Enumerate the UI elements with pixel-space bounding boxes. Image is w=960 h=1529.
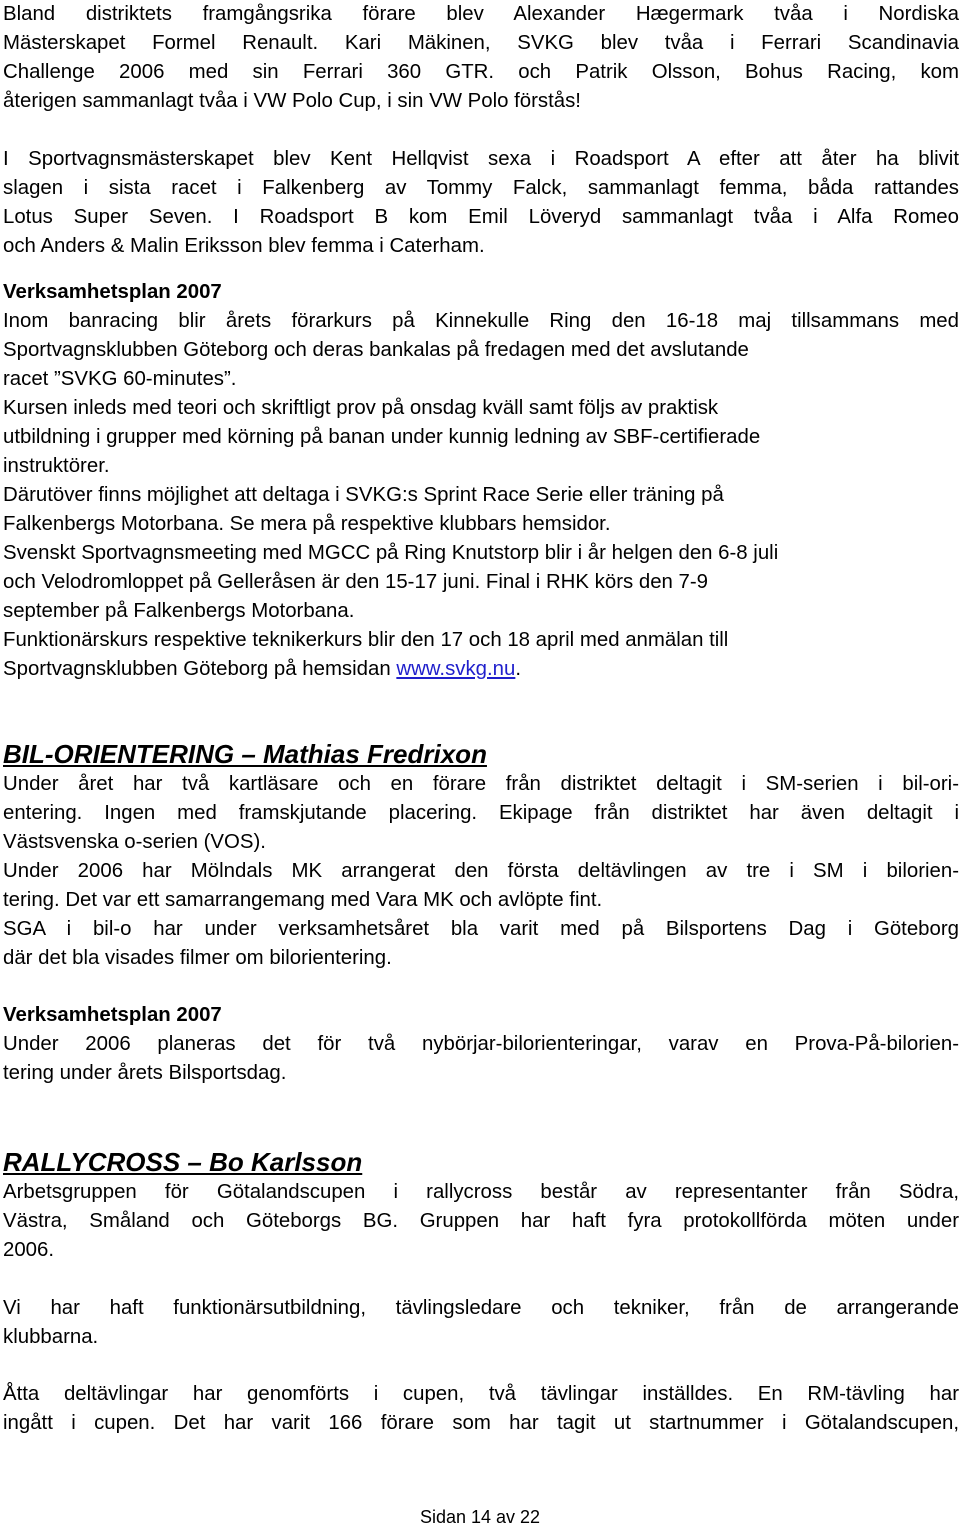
text-line: september på Falkenbergs Motorbana. bbox=[3, 600, 355, 622]
text-line: tering under årets Bilsportsdag. bbox=[3, 1062, 287, 1084]
text-span: . bbox=[515, 658, 522, 680]
page-number: Sidan 14 av 22 bbox=[419, 1507, 541, 1527]
text-line: SGA i bil-o har under verksamhetsåret bla varit med på Bilsportens Dag i Göteborg bbox=[3, 918, 959, 940]
text-line: slagen i sista racet i Falkenberg av Tommy Falck, sammanlagt femma, båda rattandes bbox=[3, 177, 959, 199]
text-line: klubbarna. bbox=[3, 1326, 99, 1348]
text-line: Bland distriktets framgångsrika förare blev Alexander Hægermark tvåa i Nordiska bbox=[3, 3, 959, 25]
website-link[interactable]: www.svkg.nu bbox=[396, 658, 516, 680]
text-line bbox=[3, 655, 521, 684]
text-line: ingått i cupen. Det har varit 166 förare som har tagit ut startnummer i Götalandscupen, bbox=[3, 1412, 959, 1434]
text-line: Under året har två kartläsare och en förare från distriktet deltagit i SM-serien i bil-ori- bbox=[3, 773, 959, 795]
text-line: Vi har haft funktionärsutbildning, tävlingsledare och tekniker, från de arrangerande bbox=[3, 1297, 959, 1319]
text-line: Därutöver finns möjlighet att deltaga i SVKG:s Sprint Race Serie eller träning på bbox=[3, 484, 724, 506]
text-line: Kursen inleds med teori och skriftligt prov på onsdag kväll samt följs av praktisk bbox=[3, 397, 719, 419]
text-line: Under 2006 har Mölndals MK arrangerat den första deltävlingen av tre i SM i bilorien- bbox=[3, 860, 959, 882]
text-span: Sportvagnsklubben Göteborg på hemsidan bbox=[3, 658, 397, 680]
text-line: 2006. bbox=[3, 1239, 55, 1261]
text-line: Falkenbergs Motorbana. Se mera på respektive klubbars hemsidor. bbox=[3, 513, 611, 535]
text-line: tering. Det var ett samarrangemang med Vara MK och avlöpte fint. bbox=[3, 889, 603, 911]
section-subheading: Verksamhetsplan 2007 bbox=[3, 1004, 222, 1026]
text-line: Mästerskapet Formel Renault. Kari Mäkinen, SVKG blev tvåa i Ferrari Scandinavia bbox=[3, 32, 959, 54]
text-line: utbildning i grupper med körning på banan under kunnig ledning av SBF-certifierade bbox=[3, 426, 761, 448]
text-line: Åtta deltävlingar har genomförts i cupen, två tävlingar inställdes. En RM-tävling har bbox=[3, 1383, 959, 1405]
text-line: Sportvagnsklubben Göteborg och deras bankalas på fredagen med det avslutande bbox=[3, 339, 749, 361]
text-line: Svenskt Sportvagnsmeeting med MGCC på Ring Knutstorp blir i år helgen den 6-8 juli bbox=[3, 542, 779, 564]
text-line: Challenge 2006 med sin Ferrari 360 GTR. och Patrik Olsson, Bohus Racing, kom bbox=[3, 61, 959, 83]
text-line: återigen sammanlagt tvåa i VW Polo Cup, i sin VW Polo förstås! bbox=[3, 90, 581, 112]
text-line: Inom banracing blir årets förarkurs på Kinnekulle Ring den 16-18 maj tillsammans med bbox=[3, 310, 959, 332]
section-heading-rallycross: RALLYCROSS – Bo Karlsson bbox=[3, 1147, 363, 1177]
text-line: och Velodromloppet på Gelleråsen är den 15-17 juni. Final i RHK körs den 7-9 bbox=[3, 571, 709, 593]
text-line: Västra, Småland och Göteborgs BG. Gruppen har haft fyra protokollförda möten under bbox=[3, 1210, 959, 1232]
text-line: Lotus Super Seven. I Roadsport B kom Emil Löveryd sammanlagt tvåa i Alfa Romeo bbox=[3, 206, 959, 228]
text-line: Funktionärskurs respektive teknikerkurs blir den 17 och 18 april med anmälan till bbox=[3, 629, 729, 651]
text-line: där det bla visades filmer om bilorientering. bbox=[3, 947, 392, 969]
text-line: Under 2006 planeras det för två nybörjar-bilorienteringar, varav en Prova-På-bilorien- bbox=[3, 1033, 959, 1055]
text-line: instruktörer. bbox=[3, 455, 110, 477]
text-line: racet ”SVKG 60-minutes”. bbox=[3, 368, 237, 390]
text-line: Arbetsgruppen för Götalandscupen i rallycross består av representanter från Södra, bbox=[3, 1181, 959, 1203]
section-subheading: Verksamhetsplan 2007 bbox=[3, 281, 222, 303]
text-line: entering. Ingen med framskjutande placering. Ekipage från distriktet har även deltagit i bbox=[3, 802, 959, 824]
text-line: och Anders & Malin Eriksson blev femma i Caterham. bbox=[3, 235, 485, 257]
text-line: Västsvenska o-serien (VOS). bbox=[3, 831, 266, 853]
section-heading-bil-orientering: BIL-ORIENTERING – Mathias Fredrixon bbox=[3, 739, 487, 769]
text-line: I Sportvagnsmästerskapet blev Kent Hellqvist sexa i Roadsport A efter att åter ha blivit bbox=[3, 148, 959, 170]
